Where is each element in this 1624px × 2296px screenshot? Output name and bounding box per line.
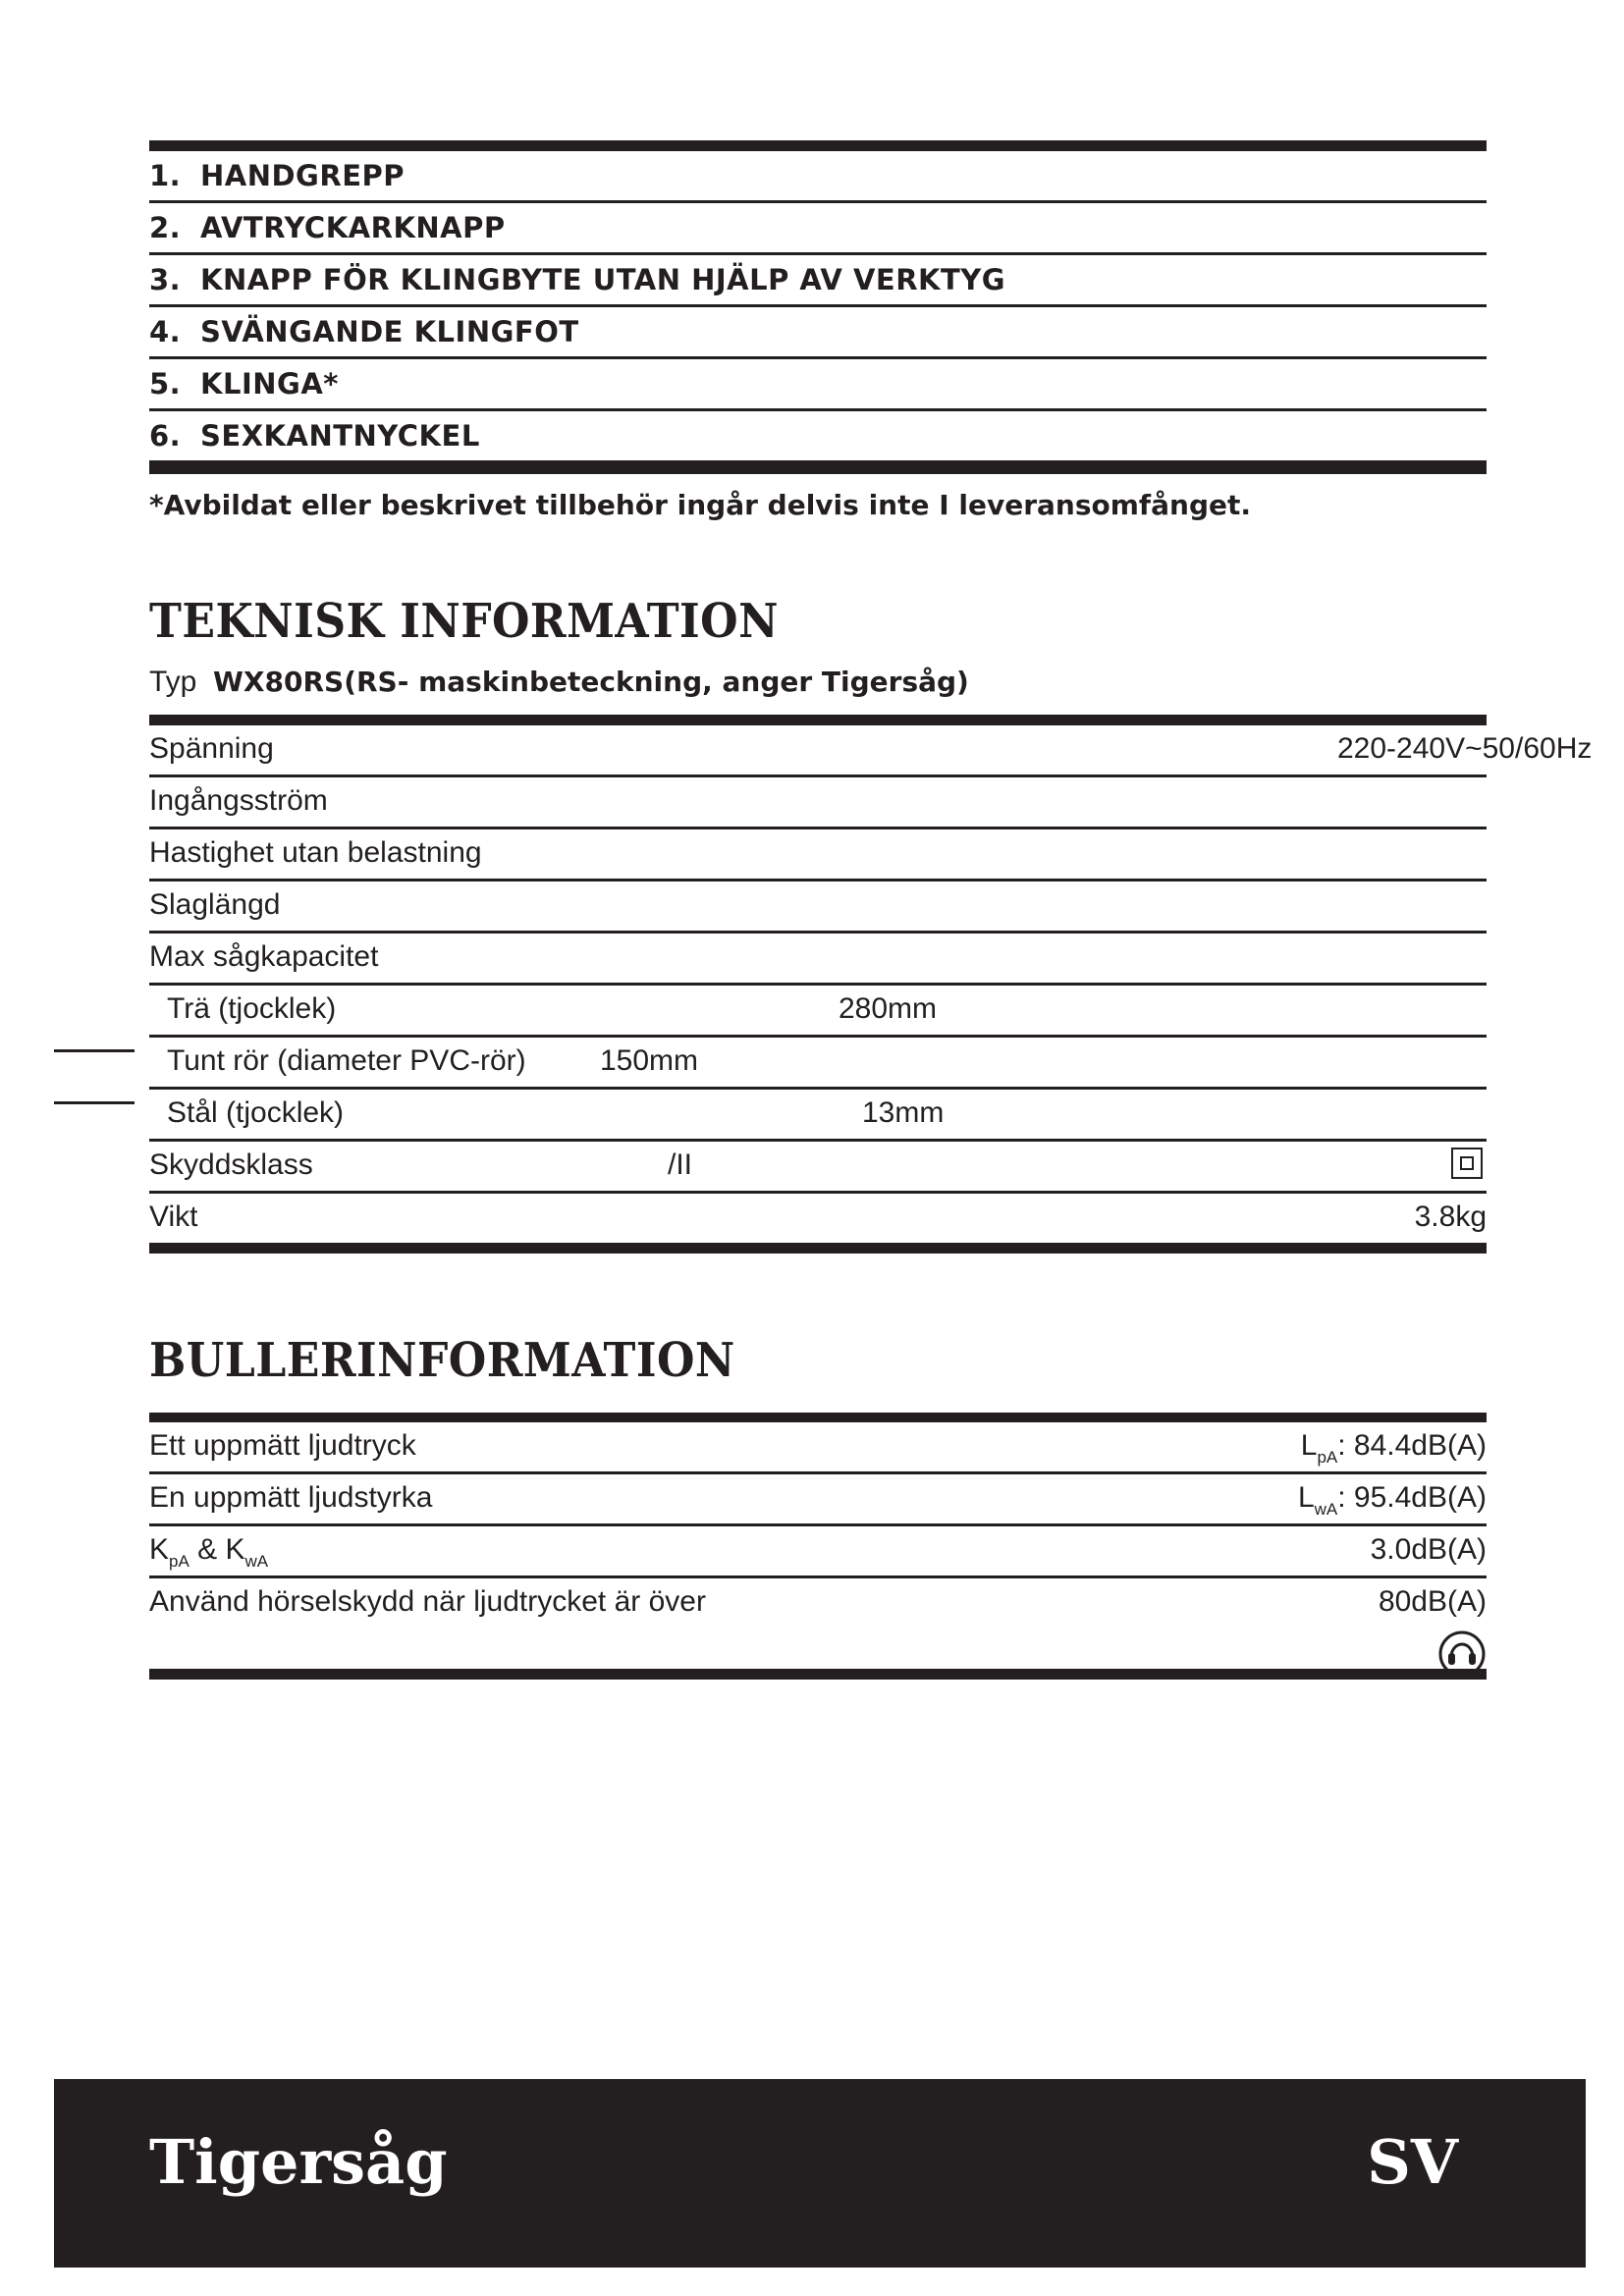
- parts-item: [149, 307, 1487, 359]
- table-row: [149, 986, 1487, 1038]
- table-row: [149, 881, 1487, 934]
- noise-heading: BULLERINFORMATION: [149, 1333, 735, 1388]
- stroke-label: Slaglängd: [149, 888, 281, 921]
- type-label: Typ: [149, 666, 197, 698]
- uncertainty-value: 3.0dB(A): [1370, 1533, 1487, 1566]
- voltage-label: Spänning: [149, 732, 274, 765]
- ear-protection-value: 80dB(A): [1378, 1585, 1487, 1618]
- margin-mark: [54, 1101, 135, 1104]
- technical-heading: TEKNISK INFORMATION: [149, 594, 779, 649]
- ear-protection-label: Använd hörselskydd när ljudtrycket är över: [149, 1585, 706, 1618]
- technical-table: [149, 725, 1593, 1243]
- table-row: [149, 1578, 1487, 1677]
- technical-bottom-rule: [149, 1243, 1487, 1254]
- parts-item-label: KLINGA*: [200, 367, 339, 400]
- table-row: [149, 1474, 1487, 1526]
- parts-item-label: HANDGREPP: [200, 159, 406, 192]
- weight-value: 3.8kg: [1414, 1201, 1487, 1233]
- parts-item: [149, 255, 1487, 307]
- table-row: [149, 1422, 1487, 1474]
- voltage-value: 220-240V~50/60Hz: [1337, 732, 1593, 765]
- noise-bottom-rule: [149, 1669, 1487, 1680]
- wood-label: Trä (tjocklek): [167, 992, 337, 1025]
- type-line: [149, 666, 969, 699]
- table-row: [149, 1142, 1487, 1194]
- input-current-label: Ingångsström: [149, 784, 328, 817]
- steel-label: Stål (tjocklek): [167, 1096, 345, 1129]
- max-capacity-label: Max sågkapacitet: [149, 940, 379, 973]
- footnote: *Avbildat eller beskrivet tillbehör ingår delvis inte I leveransomfånget.: [149, 489, 1251, 521]
- uncertainty-label: $K_{pA}$ & $K_{wA}$: [149, 1533, 269, 1571]
- parts-item-label: KNAPP FÖR KLINGBYTE UTAN HJÄLP AV VERKTYG: [200, 263, 1006, 296]
- parts-item-label: AVTRYCKARKNAPP: [200, 211, 506, 244]
- parts-item-number: 2.: [149, 211, 182, 244]
- parts-item: [149, 203, 1487, 255]
- pipe-label: Tunt rör (diameter PVC-rör): [167, 1044, 526, 1077]
- table-row: [149, 1038, 1487, 1090]
- parts-top-rule: [149, 140, 1487, 151]
- parts-item-number: 1.: [149, 159, 182, 192]
- wood-value: 280mm: [839, 992, 938, 1025]
- sound-pressure-value: $L_{pA}$: 84.4dB(A): [1300, 1429, 1487, 1467]
- parts-item: [149, 359, 1487, 411]
- margin-mark: [54, 1049, 135, 1052]
- table-row: [149, 725, 1593, 777]
- table-row: [149, 1526, 1487, 1578]
- protection-class-label: Skyddsklass: [149, 1148, 313, 1181]
- noise-table: [149, 1422, 1487, 1677]
- table-row: [149, 934, 1487, 986]
- table-row: [149, 1090, 1487, 1142]
- no-load-speed-label: Hastighet utan belastning: [149, 836, 482, 869]
- table-row: [149, 777, 1487, 829]
- footer-language: SV: [1367, 2126, 1458, 2198]
- parts-item-number: 4.: [149, 315, 182, 348]
- sound-power-value: $L_{wA}$: 95.4dB(A): [1297, 1481, 1487, 1519]
- weight-label: Vikt: [149, 1201, 198, 1233]
- type-value: WX80RS(RS- maskinbeteckning, anger Tigersåg): [213, 666, 969, 698]
- double-insulation-icon: [1451, 1148, 1483, 1179]
- pipe-value: 150mm: [600, 1044, 699, 1077]
- parts-list: [149, 140, 1487, 474]
- parts-item-number: 5.: [149, 367, 182, 400]
- parts-item-label: SEXKANTNYCKEL: [200, 419, 480, 453]
- steel-value: 13mm: [862, 1096, 945, 1129]
- parts-item-number: 3.: [149, 263, 182, 296]
- sound-power-label: En uppmätt ljudstyrka: [149, 1481, 433, 1514]
- footer-bar: [54, 2079, 1586, 2268]
- footer-title: Tigersåg: [149, 2126, 448, 2198]
- table-row: [149, 1194, 1487, 1243]
- parts-item-number: 6.: [149, 419, 182, 453]
- parts-item-label: SVÄNGANDE KLINGFOT: [200, 315, 579, 348]
- technical-top-rule: [149, 715, 1487, 725]
- sound-pressure-label: Ett uppmätt ljudtryck: [149, 1429, 416, 1462]
- parts-item: [149, 411, 1487, 463]
- noise-top-rule: [149, 1413, 1487, 1422]
- protection-class-value: /II: [668, 1148, 693, 1181]
- parts-bottom-rule: [149, 463, 1487, 474]
- parts-item: [149, 151, 1487, 203]
- table-row: [149, 829, 1487, 881]
